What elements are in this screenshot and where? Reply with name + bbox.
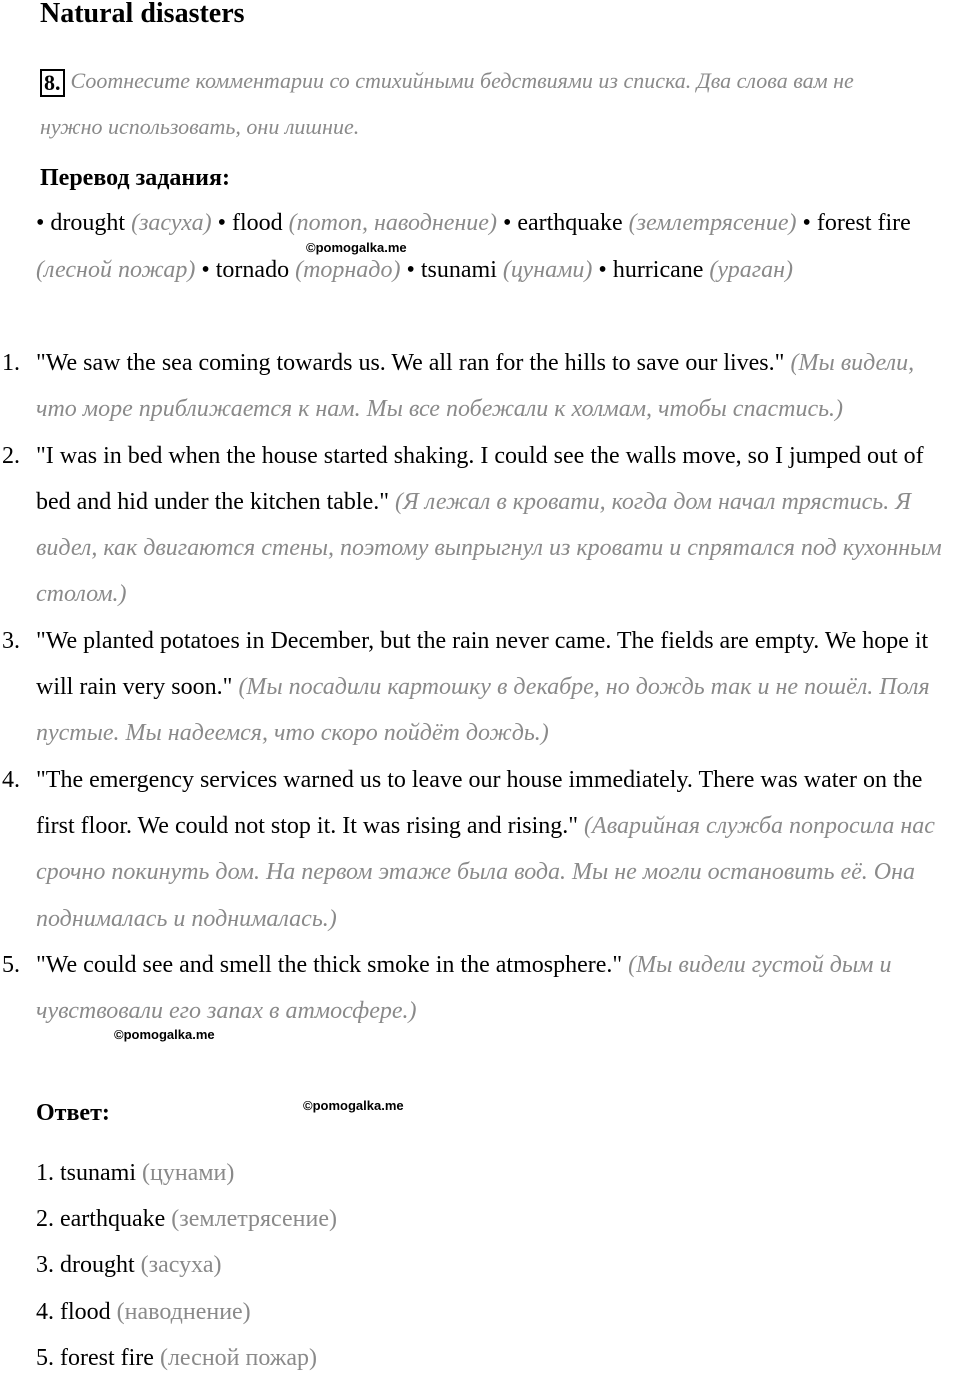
comment-translation: (Аварийная служба попросила нас срочно покинуть дом. На первом этаже была вода. Мы не могли остановить её. Она поднималась и поднималась.) [36, 812, 935, 932]
comment-item [0, 942, 958, 1035]
comment-number: 2. [2, 442, 20, 469]
word-ru: (лесной пожар) [36, 256, 196, 283]
answer-translation: (цунами) [142, 1160, 235, 1186]
answer-word: flood [60, 1298, 111, 1325]
word-bullet: • [502, 210, 512, 236]
translation-heading: Перевод задания: [40, 165, 230, 191]
word-ru: (засуха) [131, 210, 212, 236]
answer-translation: (лесной пожар) [159, 1344, 317, 1371]
word-en: tsunami [420, 256, 497, 283]
answer-list [36, 1150, 337, 1381]
task-instruction-text: Соотнесите комментарии со стихийными бедствиями из списка. Два слова вам не нужно использовать, они лишние. [40, 68, 854, 139]
word-en: hurricane [612, 256, 704, 283]
word-ru: (потоп, наводнение) [288, 210, 497, 236]
comment-text: "We could see and smell the thick smoke in the atmosphere." [36, 951, 623, 978]
comment-item [0, 618, 958, 757]
word-bullet: • [598, 256, 607, 283]
comment-number: 5. [2, 951, 20, 978]
answer-translation: (землетрясение) [171, 1206, 337, 1233]
word-bullet: • [802, 210, 811, 236]
word-bullet: • [201, 256, 210, 283]
comment-text: "I was in bed when the house started shaking. I could see the walls move, so I jumped out of bed and hid under the kitchen table." [36, 442, 924, 515]
comment-text: "We saw the sea coming towards us. We all ran for the hills to save our lives." [36, 350, 785, 376]
comment-translation: (Я лежал в кровати, когда дом начал трястись. Я видел, как двигаются стены, поэтому выпрыгнул из кровати и спрятался под кухонным столом.) [36, 488, 942, 608]
word-en: drought [50, 210, 126, 236]
word-ru: (торнадо) [295, 256, 401, 283]
answer-word: forest fire [60, 1344, 154, 1371]
comment-item [0, 340, 958, 433]
comment-item [0, 757, 958, 942]
word-en: tornado [215, 256, 290, 283]
watermark: ©pomogalka.me [303, 1098, 404, 1113]
page-title: Natural disasters [40, 0, 245, 29]
answer-item [36, 1289, 337, 1335]
watermark: ©pomogalka.me [114, 1027, 215, 1042]
answer-number: 5. [36, 1344, 54, 1371]
comment-number: 4. [2, 766, 20, 793]
comment-text: "The emergency services warned us to leave our house immediately. There was water on the first floor. We could not stop it. It was rising and rising." [36, 766, 923, 839]
word-en: forest fire [816, 210, 911, 236]
word-ru: (ураган) [709, 256, 794, 283]
answer-item [36, 1335, 337, 1381]
word-bullet: • [406, 256, 415, 283]
comment-text: "We planted potatoes in December, but the rain never came. The fields are empty. We hope it will rain very soon." [36, 627, 929, 701]
answer-word: tsunami [60, 1160, 136, 1186]
comment-translation: (Мы посадили картошку в декабре, но дождь так и не пошёл. Поля пустые. Мы надеемся, что скоро пойдёт дождь.) [36, 674, 930, 747]
comment-number: 1. [2, 350, 20, 376]
answer-number: 1. [36, 1160, 54, 1186]
answer-translation: (наводнение) [116, 1298, 251, 1325]
word-bullet: • [36, 210, 45, 236]
comment-list [0, 340, 960, 1034]
task-number-badge: 8. [40, 69, 65, 97]
word-list [36, 200, 926, 293]
word-ru: (землетрясение) [628, 210, 797, 236]
comment-translation: (Мы видели густой дым и чувствовали его запах в атмосфере.) [36, 951, 892, 1025]
answer-word: drought [60, 1252, 135, 1279]
word-bullet: • [217, 210, 226, 236]
word-en: earthquake [517, 210, 623, 236]
comment-translation: (Мы видели, что море приближается к нам. Мы все побежали к холмам, чтобы спастись.) [36, 350, 915, 423]
answer-number: 2. [36, 1206, 54, 1233]
answer-item [36, 1150, 337, 1196]
answer-item [36, 1196, 337, 1242]
comment-item [0, 433, 958, 618]
answer-number: 4. [36, 1298, 54, 1325]
answer-heading: Ответ: [36, 1100, 110, 1126]
word-en: flood [232, 210, 283, 236]
task-instruction [40, 58, 920, 150]
watermark: ©pomogalka.me [306, 240, 407, 255]
comment-number: 3. [2, 627, 20, 654]
answer-translation: (засуха) [140, 1252, 222, 1279]
word-ru: (цунами) [502, 256, 593, 283]
answer-number: 3. [36, 1252, 54, 1279]
answer-word: earthquake [60, 1206, 166, 1233]
answer-item [36, 1242, 337, 1288]
